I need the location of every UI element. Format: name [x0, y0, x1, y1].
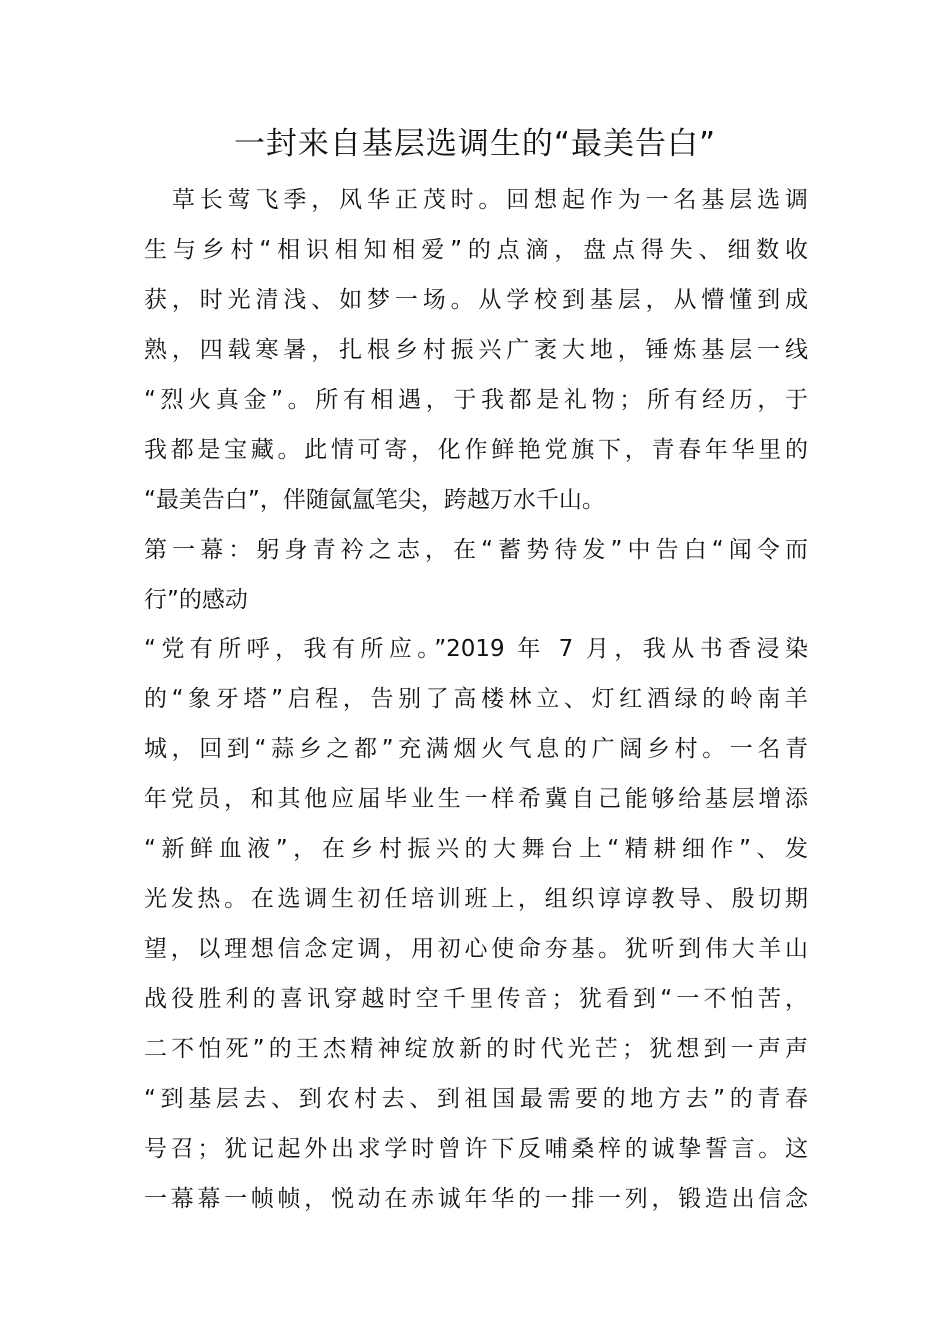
document-title: 一封来自基层选调生的“最美告白”: [233, 126, 717, 162]
paragraph-2-line-9: 二不怕死”的王杰精神绽放新的时代光芒；犹想到一声声: [144, 1036, 808, 1062]
paragraph-2-line-6: 光发热。在选调生初任培训班上，组织谆谆教导、殷切期: [144, 886, 808, 912]
paragraph-2-line-10: “到基层去、到农村去、到祖国最需要的地方去”的青春: [144, 1086, 808, 1112]
paragraph-1-line-4: 熟，四载寒暑，扎根乡村振兴广袤大地，锤炼基层一线: [144, 337, 808, 363]
paragraph-2-line-8: 战役胜利的喜讯穿越时空千里传音；犹看到“一不怕苦，: [144, 986, 808, 1012]
paragraph-1-line-1: 草长莺飞季，风华正茂时。回想起作为一名基层选调: [144, 187, 808, 213]
paragraph-2-line-12: 一幕幕一帧帧，悦动在赤诚年华的一排一列，锻造出信念: [144, 1186, 808, 1212]
paragraph-1-line-7: “最美告白”，伴随氤氲笔尖，跨越万水千山。: [144, 487, 605, 513]
paragraph-2-line-11: 号召；犹记起外出求学时曾许下反哺桑梓的诚挚誓言。这: [144, 1136, 808, 1162]
paragraph-2-line-1: “党有所呼，我有所应。”2019 年 7 月，我从书香浸染: [144, 636, 808, 662]
section-heading-line-2: 行”的感动: [144, 587, 248, 613]
paragraph-1-line-2: 生与乡村“相识相知相爱”的点滴，盘点得失、细数收: [144, 237, 808, 263]
paragraph-1-line-3: 获，时光清浅、如梦一场。从学校到基层，从懵懂到成: [144, 287, 808, 313]
paragraph-1-line-5: “烈火真金”。所有相遇，于我都是礼物；所有经历，于: [144, 387, 808, 413]
paragraph-2-line-2: 的“象牙塔”启程，告别了高楼林立、灯红酒绿的岭南羊: [144, 686, 808, 712]
paragraph-2-line-7: 望，以理想信念定调，用初心使命夯基。犹听到伟大羊山: [144, 936, 808, 962]
paragraph-1-line-6: 我都是宝藏。此情可寄，化作鲜艳党旗下，青春年华里的: [144, 437, 808, 463]
paragraph-2-line-5: “新鲜血液”，在乡村振兴的大舞台上“精耕细作”、发: [144, 836, 808, 862]
section-heading-line-1: 第一幕：躬身青衿之志，在“蓄势待发”中告白“闻令而: [144, 537, 808, 563]
paragraph-2-line-4: 年党员，和其他应届毕业生一样希冀自己能够给基层增添: [144, 786, 808, 812]
paragraph-2-line-3: 城，回到“蒜乡之都”充满烟火气息的广阔乡村。一名青: [144, 736, 808, 762]
